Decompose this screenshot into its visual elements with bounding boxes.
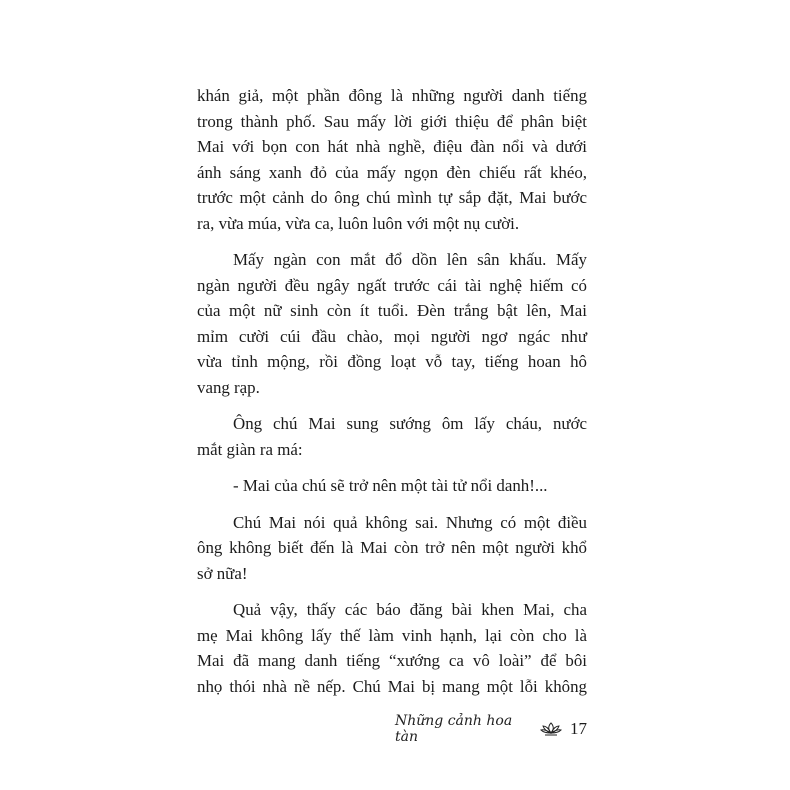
dialogue-line: [197, 473, 587, 499]
text-line: ra, vừa múa, vừa ca, luôn luôn với một nụ cười.: [197, 213, 520, 233]
text-line: sở nữa!: [197, 563, 248, 583]
paragraph-2: [197, 247, 587, 400]
text-line: trước một cảnh do ông chú mình tự sắp đặt, Mai bước: [197, 188, 587, 207]
page-number: 17: [570, 719, 587, 738]
page-footer: [395, 713, 587, 745]
paragraph-5: [197, 510, 587, 587]
text-line: khán giả, một phần đông là những người danh tiếng: [197, 86, 587, 105]
text-line: ánh sáng xanh đỏ của mấy ngọn đèn chiếu rất khéo,: [197, 162, 587, 182]
text-line: Mấy ngàn con mắt đổ dồn lên sân khấu. Mấy: [233, 250, 587, 269]
text-line: - Mai của chú sẽ trở nên một tài tử nổi danh!...: [233, 476, 548, 495]
text-line: vang rạp.: [197, 377, 260, 397]
text-line: trong thành phố. Sau mấy lời giới thiệu để phân biệt: [197, 111, 587, 131]
text-line: Mai đã mang danh tiếng “xướng ca vô loài” để bôi: [197, 651, 587, 670]
paragraph-1: [197, 83, 587, 236]
text-line: Chú Mai nói quả không sai. Nhưng có một điều: [233, 512, 587, 532]
text-line: Ông chú Mai sung sướng ôm lấy cháu, nước: [233, 414, 587, 433]
text-line: mắt giàn ra má:: [197, 439, 303, 459]
text-line: vừa tỉnh mộng, rồi đồng loạt vỗ tay, tiếng hoan hô: [197, 352, 587, 371]
text-line: mẹ Mai không lấy thế làm vinh hạnh, lại còn cho là: [197, 625, 587, 645]
paragraph-3: [197, 411, 587, 462]
text-line: ngàn người đều ngây ngất trước cái tài nghệ hiếm có: [197, 275, 587, 295]
lotus-icon: [540, 721, 562, 737]
body-text: [197, 83, 587, 710]
running-title: Những cảnh hoa tàn: [395, 713, 513, 745]
text-line: Mai với bọn con hát nhà nghề, điệu đàn nổi và dưới: [197, 137, 587, 156]
text-line: của một nữ sinh còn ít tuổi. Đèn trắng bật lên, Mai: [197, 301, 587, 320]
text-line: nhọ thói nhà nề nếp. Chú Mai bị mang một lỗi không: [197, 676, 587, 696]
paragraph-6: [197, 597, 587, 699]
text-line: Quả vậy, thấy các báo đăng bài khen Mai, cha: [233, 600, 587, 619]
text-line: mỉm cười cúi đầu chào, mọi người ngơ ngác như: [197, 326, 587, 346]
text-line: ông không biết đến là Mai còn trở nên một người khổ: [197, 538, 587, 557]
